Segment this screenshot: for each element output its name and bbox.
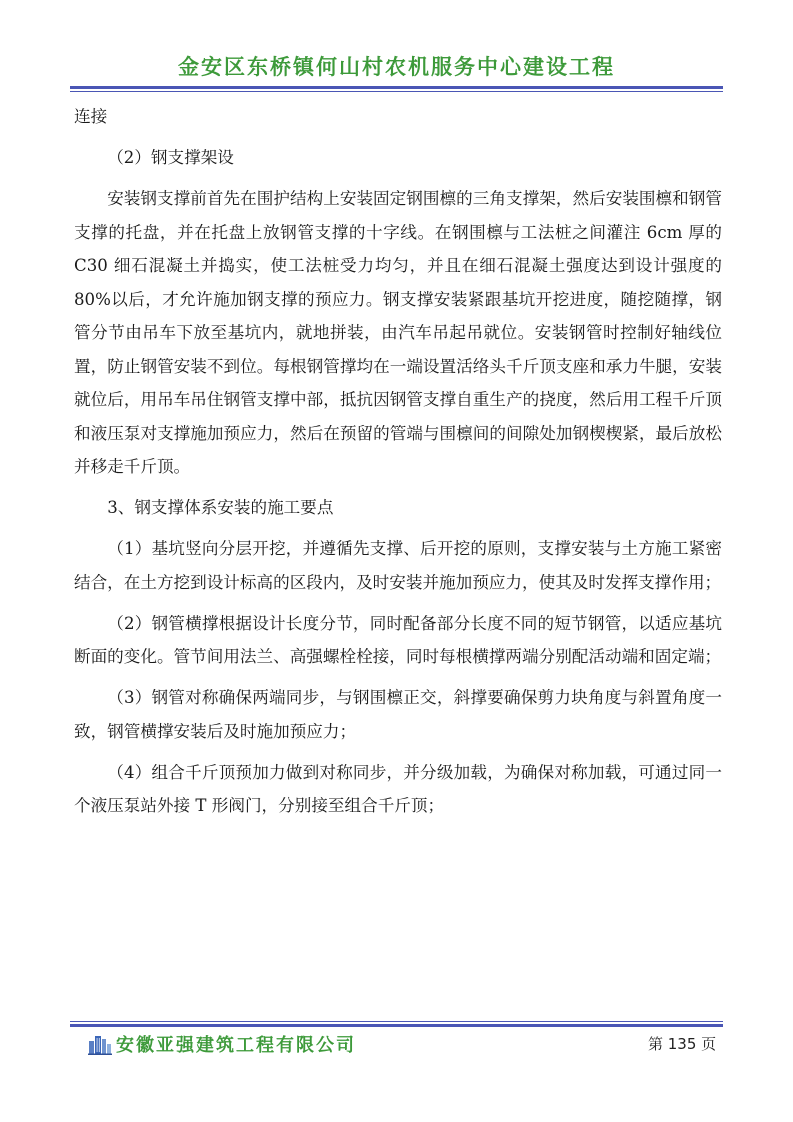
footer-rule-thin [70, 1021, 723, 1022]
building-logo-icon [88, 1033, 112, 1055]
header-rule-thin [70, 91, 723, 92]
section-heading-installation-points: 3、钢支撑体系安装的施工要点 [107, 498, 334, 517]
paragraph-point-3: （3）钢管对称确保两端同步，与钢围檩正交，斜撑要确保剪力块角度与斜置角度一致，钢管横撑安装后及时施加预应力； [74, 688, 722, 741]
paragraph-point-2: （2）钢管横撑根据设计长度分节，同时配备部分长度不同的短节钢管，以适应基坑断面的变化。管节间用法兰、高强螺栓栓接，同时每根横撑两端分别配活动端和固定端； [74, 613, 722, 666]
header-rule-thick [70, 86, 723, 89]
paragraph-erection-details: 安装钢支撑前首先在围护结构上安装固定钢围檩的三角支撑架，然后安装围檩和钢管支撑的托盘，并在托盘上放钢管支撑的十字线。在钢围檩与工法桩之间灌注 6cm 厚的 C30 细石混凝土并捣实，使工法桩受力均匀，并且在细石混凝土强度达到设计强度的 80%以后，才允许施加钢支撑的预应力。钢支撑安装紧跟基坑开挖进度，随挖随撑，钢管分节由吊车下放至基坑内，就地拼装，由汽车吊起吊就位。安装钢管时控制好轴线位置，防止钢管安装不到位。每根钢管撑均在一端设置活络头千斤顶支座和承力牛腿，安装就位后，用吊车吊住钢管支撑中部，抵抗因钢管支撑自重生产的挠度，然后用工程千斤顶和液压泵对支撑施加预应力，然后在预留的管端与围檩间的间隙处加钢楔楔紧，最后放松并移走千斤顶。 [74, 189, 722, 476]
document-body [74, 100, 722, 830]
page-number: 第 135 页 [648, 1035, 717, 1053]
footer-company [88, 1030, 356, 1058]
page-header-title: 金安区东桥镇何山村农机服务中心建设工程 [178, 55, 615, 79]
subheading-steel-support-erection: （2）钢支撑架设 [107, 148, 234, 167]
paragraph-point-4: （4）组合千斤顶预加力做到对称同步，并分级加载，为确保对称加载，可通过同一个液压泵站外接 T 形阀门，分别接至组合千斤顶； [74, 762, 722, 815]
paragraph-continuation: 连接 [74, 107, 108, 126]
paragraph-point-1: （1）基坑竖向分层开挖，并遵循先支撑、后开挖的原则，支撑安装与土方施工紧密结合，在土方挖到设计标高的区段内，及时安装并施加预应力，使其及时发挥支撑作用； [74, 539, 722, 592]
company-name: 安徽亚强建筑工程有限公司 [116, 1035, 356, 1056]
footer-rule-thick [70, 1024, 723, 1027]
